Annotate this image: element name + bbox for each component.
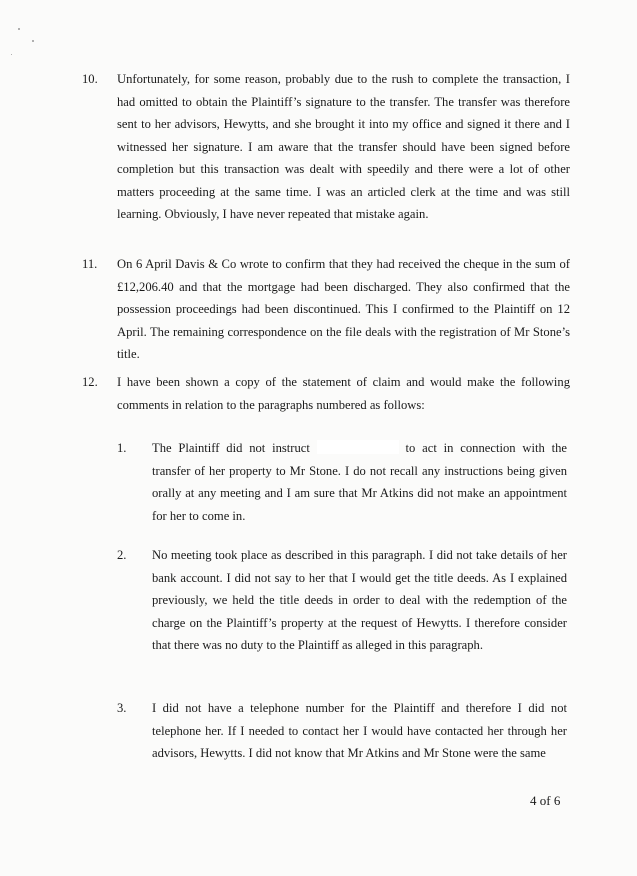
subparagraph-text — [152, 437, 567, 527]
paragraph-text: I have been shown a copy of the statement of claim and would make the following comments in relation to the paragraphs numbered as follows: — [117, 375, 570, 412]
subparagraph-number: 3. — [117, 701, 127, 715]
paragraph-number: 12. — [82, 375, 98, 389]
text-before-redaction: The Plaintiff did not instruct — [152, 441, 310, 455]
subparagraph-2 — [117, 544, 567, 657]
subparagraph-number: 2. — [117, 548, 127, 562]
paragraph-number: 10. — [82, 72, 98, 86]
scan-speck — [18, 28, 20, 30]
paragraph-number: 11. — [82, 257, 98, 271]
paragraph-12 — [82, 371, 570, 416]
paragraph-text: On 6 April Davis & Co wrote to confirm that they had received the cheque in the sum of £12,206.40 and that the mortgage had been discharged. They also confirmed that the possession proceedings had been discontinued. This I confirmed to the Plaintiff on 12 April. The remaining correspondence on the file deals with the registration of Mr Stone’s title. — [117, 257, 570, 361]
redaction-box — [317, 440, 399, 454]
text-after-redaction: to act in connection with the transfer of her property to Mr Stone. I do not recall any instructions being given orally at any meeting and I am sure that Mr Atkins did not make an appointment for her to come in. — [152, 441, 567, 523]
subparagraph-1 — [117, 437, 567, 527]
scan-speck — [32, 40, 34, 42]
page-number: 4 of 6 — [530, 793, 561, 808]
scan-speck — [11, 54, 12, 55]
paragraph-10 — [82, 68, 570, 226]
paragraph-text: Unfortunately, for some reason, probably due to the rush to complete the transaction, I had omitted to obtain the Plaintiff’s signature to the transfer. The transfer was therefore sent to her advisors, Hewytts, and she brought it into my office and signed it there and I witnessed her signature. I am aware that the transfer should have been signed before completion but this transaction was dealt with speedily and there were a lot of other matters proceeding at the same time. I was an articled clerk at the time and was still learning. Obviously, I have never repeated that mistake again. — [117, 72, 570, 221]
subparagraph-number: 1. — [117, 441, 127, 455]
subparagraph-text: No meeting took place as described in this paragraph. I did not take details of her bank account. I did not say to her that I would get the title deeds. As I explained previously, we held the title deeds in order to deal with the redemption of the charge on the Plaintiff’s property at the request of Hewytts. I therefore consider that there was no duty to the Plaintiff as alleged in this paragraph. — [152, 548, 567, 653]
subparagraph-3 — [117, 697, 567, 765]
paragraph-11 — [82, 253, 570, 366]
subparagraph-text: I did not have a telephone number for the Plaintiff and therefore I did not telephone her. If I needed to contact her I would have contacted her through her advisors, Hewytts. I did not know that Mr Atkins and Mr Stone were the same — [152, 701, 567, 761]
